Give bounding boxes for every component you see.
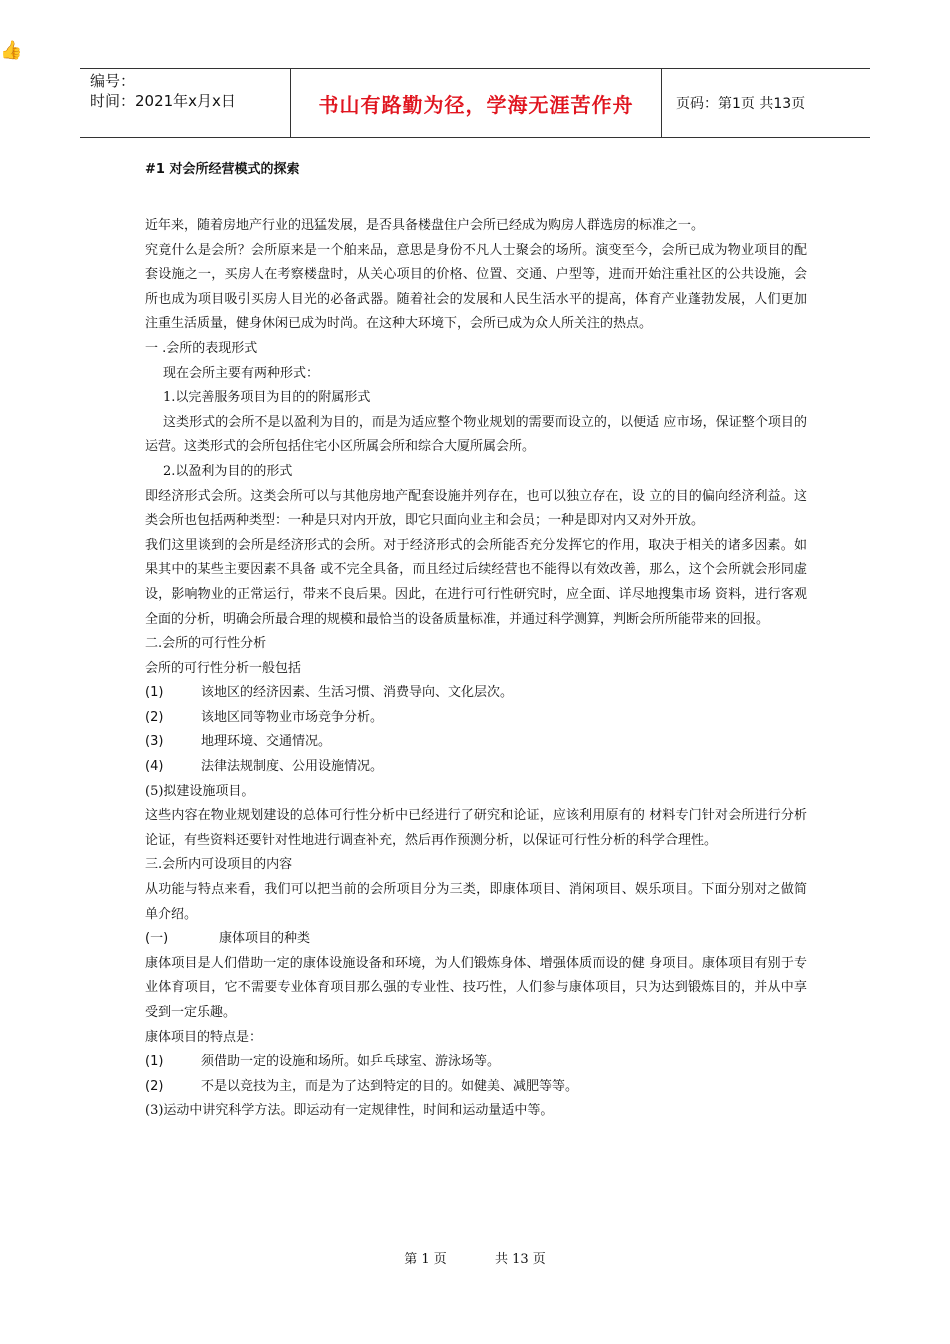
sub-heading: 1.以完善服务项目为目的的附属形式	[163, 390, 371, 406]
footer-page: 第 1 页	[404, 1252, 447, 1267]
list-text: 不是以竞技为主，而是为了达到特定的目的。如健美、减肥等等。	[201, 1078, 579, 1094]
paragraph: 会所的可行性分析一般包括	[145, 660, 302, 676]
list-item	[145, 681, 807, 706]
list-number: (4)	[145, 759, 164, 775]
paragraph: 究竟什么是会所？会所原来是一个舶来品，意思是身份不凡人士聚会的场所。演变至今，会所已成为物业项目的配套设施之一，买房人在考察楼盘时，从关心项目的价格、位置、交通、户型等，进而开始注重社区的公共设施，会所也成为项目吸引买房人目光的必备武器。随着社会的发展和人民生活水平的提高，体育产业蓬勃发展，人们更加注重生活质量，健身休闲已成为时尚。在这种大环境下，会所已成为众人所关注的热点。	[145, 242, 807, 332]
list-item	[145, 1050, 807, 1075]
list-item: (5)拟建设施项目。	[145, 783, 255, 799]
paragraph: 康体项目的特点是：	[145, 1029, 263, 1045]
paragraph: 康体项目是人们借助一定的康体设施设备和环境，为人们锻炼身体、增强体质而设的健 身项目。康体项目有别于专业体育项目，它不需要专业体育项目那么强的专业性、技巧性，人们参与康体项目，只为达到锻炼目的，并从中享受到一定乐趣。	[145, 955, 807, 1020]
paragraph: 即经济形式会所。这类会所可以与其他房地产配套设施并列存在，也可以独立存在，设 立的目的偏向经济利益。这类会所也包括两种类型：一种是只对内开放，即它只面向业主和会员；一种是即对内又对外开放。	[145, 488, 807, 529]
section-heading: 二.会所的可行性分析	[145, 636, 267, 652]
list-text: 该地区同等物业市场竞争分析。	[201, 709, 384, 725]
list-number: (2)	[145, 709, 164, 725]
list-text: 法律法规制度、公用设施情况。	[201, 759, 384, 775]
list-text: 须借助一定的设施和场所。如乒乓球室、游泳场等。	[201, 1054, 501, 1070]
paragraph: 近年来，随着房地产行业的迅猛发展，是否具备楼盘住户会所已经成为购房人群选房的标准之一。	[145, 218, 705, 233]
list-item	[145, 706, 807, 731]
document-body	[145, 158, 807, 1124]
section-heading: 三.会所内可设项目的内容	[145, 857, 293, 873]
page-header	[80, 68, 870, 138]
list-item: (3)运动中讲究科学方法。即运动有一定规律性，时间和运动量适中等。	[145, 1103, 554, 1119]
list-text: 该地区的经济因素、生活习惯、消费导向、文化层次。	[201, 685, 514, 701]
list-item	[145, 730, 807, 755]
header-meta	[80, 69, 291, 137]
list-number: (1)	[145, 1054, 164, 1070]
sub-heading: 2.以盈利为目的的形式	[163, 463, 293, 479]
sub-heading	[145, 927, 807, 952]
paragraph: 这类形式的会所不是以盈利为目的，而是为适应整个物业规划的需要而设立的，以便适 应市场，保证整个项目的运营。这类形式的会所包括住宅小区所属会所和综合大厦所属会所。	[145, 414, 807, 455]
list-item	[145, 1075, 807, 1100]
time-label: 时间：2021年x月x日	[90, 92, 236, 110]
page-info: 页码：第1页 共13页	[676, 96, 806, 112]
list-text: 地理环境、交通情况。	[201, 734, 332, 750]
list-number: (3)	[145, 734, 164, 750]
paragraph: 从功能与特点来看，我们可以把当前的会所项目分为三类，即康体项目、消闲项目、娱乐项目。下面分别对之做简单介绍。	[145, 882, 807, 922]
document-title: #1 对会所经营模式的探索	[145, 162, 300, 177]
section-heading: 一 .会所的表现形式	[145, 340, 258, 356]
thumbs-up-icon: 👍	[0, 40, 23, 61]
footer-total: 共 13 页	[494, 1252, 546, 1267]
list-item	[145, 755, 807, 780]
paragraph: 这些内容在物业规划建设的总体可行性分析中已经进行了研究和论证，应该利用原有的 材料专门针对会所进行分析论证，有些资料还要针对性地进行调查补充，然后再作预测分析，以保证可行性分析的科学合理性。	[145, 808, 807, 848]
list-number: (2)	[145, 1078, 164, 1094]
paragraph: 现在会所主要有两种形式：	[163, 365, 320, 381]
list-number: (一)	[145, 931, 169, 947]
number-label: 编号：	[90, 72, 136, 90]
list-number: (1)	[145, 685, 164, 701]
paragraph: 我们这里谈到的会所是经济形式的会所。对于经济形式的会所能否充分发挥它的作用，取决于相关的诸多因素。如果其中的某些主要因素不具备 或不完全具备，而且经过后续经营也不能得以有效改善，那么，这个会所就会形同虚设，影响物业的正常运行，带来不良后果。因此，在进行可行性研究时，应全面、详尽地搜集市场 资料，进行客观全面的分析，明确会所最合理的规模和最恰当的设备质量标准，并通过科学测算，判断会所所能带来的回报。	[145, 537, 807, 627]
motto: 书山有路勤为径，学海无涯苦作舟	[291, 69, 662, 137]
list-text: 康体项目的种类	[219, 931, 311, 947]
page-footer	[0, 1248, 950, 1267]
